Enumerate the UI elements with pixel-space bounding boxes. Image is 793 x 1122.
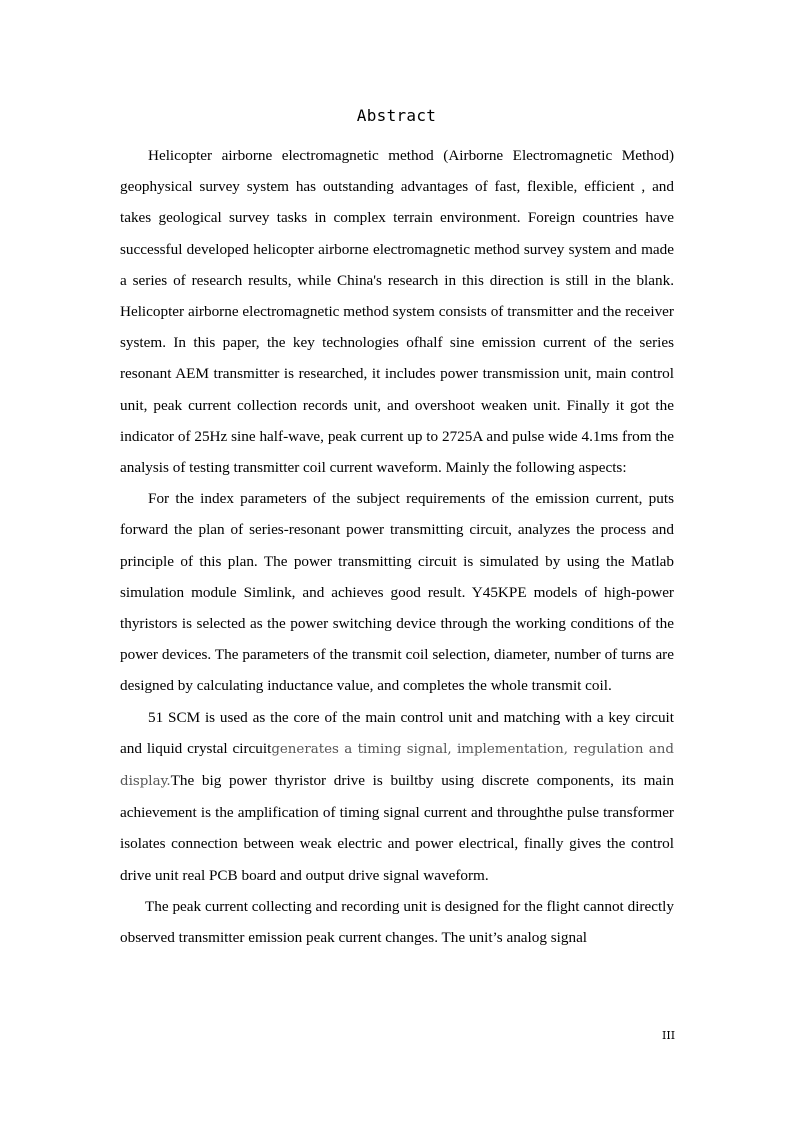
abstract-body [120, 140, 674, 953]
paragraph-4: The peak current collecting and recording unit is designed for the flight cannot directly observed transmitter emission peak current changes. The unit’s analog signal [120, 897, 674, 947]
abstract-heading: Abstract [356, 106, 437, 125]
paragraph-3-text-start: 51 SCM is used as the core of the main control unit and matching with a key circuit and liquid crystal circuit [120, 708, 674, 757]
paragraph-2: For the index parameters of the subject requirements of the emission current, puts forward the plan of series-resonant power transmitting circuit, analyzes the process and principle of this plan. The power transmitting circuit is simulated by using the Matlab simulation module Simlink, and achieves good result. Y45KPE models of high-power thyristors is selected as the power switching device through the working conditions of the power devices. The parameters of the transmit coil selection, diameter, number of turns are designed by calculating inductance value, and completes the whole transmit coil. [120, 490, 674, 695]
paragraph-3 [120, 702, 674, 891]
paragraph-1: Helicopter airborne electromagnetic method (Airborne Electromagnetic Method) geophysical survey system has outstanding advantages of fast, flexible, efficient , and takes geological survey tasks in complex terrain environment. Foreign countries have successful developed helicopter airborne electromagnetic method survey system and made a series of research results, while China's research in this direction is still in the blank. Helicopter airborne electromagnetic method system consists of transmitter and the receiver system. In this paper, the key technologies ofhalf sine emission current of the series resonant AEM transmitter is researched, it includes power transmission unit, main control unit, peak current collection records unit, and overshoot weaken unit. Finally it got the indicator of 25Hz sine half-wave, peak current up to 2725A and pulse wide 4.1ms from the analysis of testing transmitter coil current waveform. Mainly the following aspects: [120, 147, 674, 477]
page-number: III [662, 1029, 676, 1042]
paragraph-3-gray-text: generates a timing signal, implementation, regulation and display. [120, 741, 674, 790]
paragraph-3-text-end: The big power thyristor drive is builtby using discrete components, its main achievement is the amplification of timing signal current and throughthe pulse transformer isolates connection between weak electric and power electrical, finally gives the control drive unit real PCB board and output drive signal waveform. [120, 772, 674, 884]
